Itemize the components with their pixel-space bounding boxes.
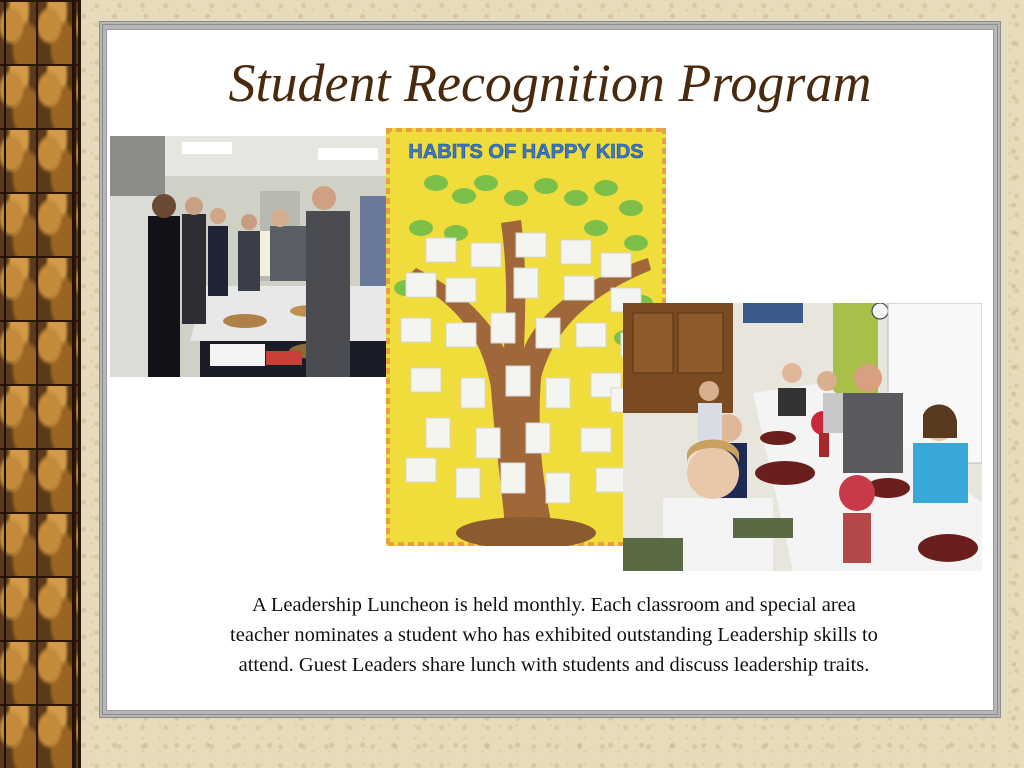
slide-caption xyxy=(130,590,978,680)
luncheon-buffet-photo xyxy=(110,136,400,377)
decorative-side-border xyxy=(0,0,81,768)
board-banner-text: HABITS OF HAPPY KIDS xyxy=(408,141,644,163)
caption-line: teacher nominates a student who has exhibited outstanding Leadership skills to xyxy=(230,624,878,646)
caption-line: attend. Guest Leaders share lunch with students and discuss leadership traits. xyxy=(238,654,870,676)
slide-title: Student Recognition Program xyxy=(228,53,872,113)
caption-line: A Leadership Luncheon is held monthly. Each classroom and special area xyxy=(252,594,856,616)
students-luncheon-photo xyxy=(623,303,982,571)
